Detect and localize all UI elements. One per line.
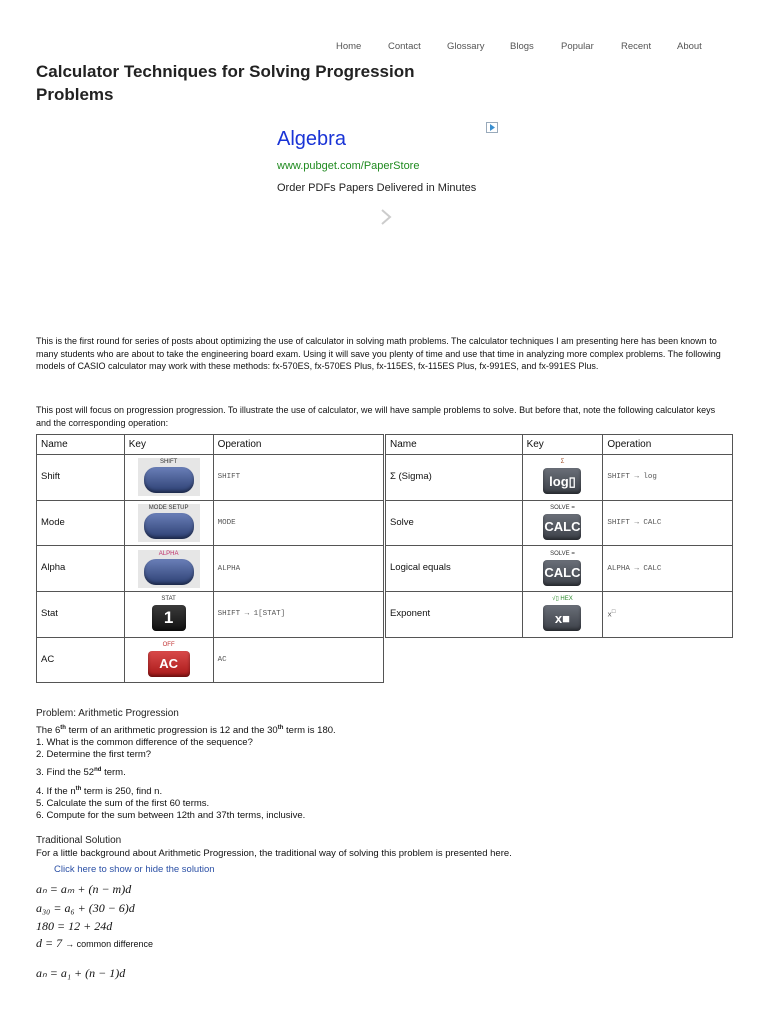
toggle-solution-link[interactable]: Click here to show or hide the solution — [54, 864, 215, 875]
col-key: Key — [124, 435, 213, 455]
table-header-row — [37, 435, 384, 455]
alpha-key-icon — [138, 550, 200, 588]
top-nav — [0, 41, 768, 55]
table-row — [37, 500, 384, 546]
calc-key-icon — [540, 550, 584, 588]
page-title: Calculator Techniques for Solving Progression Problems — [36, 62, 415, 104]
key-operation: ALPHA → CALC — [603, 546, 733, 592]
key-operation: MODE — [213, 500, 383, 546]
traditional-heading: Traditional Solution — [36, 835, 122, 846]
list-item: 2. Determine the first term? — [36, 749, 152, 761]
key-face: log▯ — [543, 468, 581, 494]
key-label: √▯ HEX — [552, 596, 573, 603]
ad-description: Order PDFs Papers Delivered in Minutes — [277, 182, 477, 194]
table-row — [386, 455, 733, 501]
key-name: Logical equals — [386, 546, 523, 592]
key-name: Stat — [37, 592, 125, 638]
mode-key-icon — [138, 504, 200, 542]
key-operation: ALPHA — [213, 546, 383, 592]
key-name: AC — [37, 637, 125, 683]
table-row — [386, 546, 733, 592]
key-label: ALPHA — [158, 550, 179, 557]
equation: aₙ = a₁ + (n − 1)d — [36, 966, 126, 980]
equation: aₙ = aₘ + (n − m)d — [36, 882, 132, 896]
ad-banner[interactable] — [277, 122, 507, 242]
list-item: 5. Calculate the sum of the first 60 terms. — [36, 797, 210, 809]
key-face: CALC — [543, 560, 581, 586]
col-name: Name — [386, 435, 523, 455]
problem-heading: Problem: Arithmetic Progression — [36, 708, 179, 719]
key-name: Σ (Sigma) — [386, 455, 523, 501]
ad-title[interactable]: Algebra — [277, 128, 346, 150]
ad-url[interactable]: www.pubget.com/PaperStore — [277, 160, 420, 172]
col-operation: Operation — [213, 435, 383, 455]
traditional-text: For a little background about Arithmetic Progression, the traditional way of solving this problem is presented here. — [36, 848, 512, 859]
equation-text: d = 7 — [36, 936, 63, 950]
list-item: 1. What is the common difference of the sequence? — [36, 737, 253, 749]
col-key: Key — [522, 435, 603, 455]
key-name: Alpha — [37, 546, 125, 592]
col-name: Name — [37, 435, 125, 455]
intro-paragraph: This is the first round for series of posts about optimizing the use of calculator in solving math problems. The calculator techniques I am presenting here has been known to many students who are about to take the engineering board exam. Using it will save you plenty of time and use that time in analyzing more complex problems. The following models of CASIO calculator may work with these methods: fx-570ES, fx-570ES Plus, fx-115ES, fx-115ES Plus, fx-991ES, and fx-991ES Plus. — [36, 336, 721, 371]
equation: a₃₀ = a₆ + (30 − 6)d — [36, 901, 135, 915]
nav-contact[interactable]: Contact — [388, 41, 421, 52]
nav-home[interactable]: Home — [336, 41, 362, 52]
table-row — [386, 500, 733, 546]
nav-recent[interactable]: Recent — [621, 41, 652, 52]
key-label: SHIFT — [159, 459, 178, 466]
key-label: SOLVE = — [550, 550, 575, 557]
problem-list — [36, 722, 536, 822]
key-label: MODE SETUP — [148, 505, 189, 512]
key-face: 1 — [152, 605, 186, 631]
equation-note: → common difference — [65, 939, 153, 949]
nav-about[interactable]: About — [677, 41, 702, 52]
table-row — [37, 546, 384, 592]
chevron-right-icon[interactable] — [379, 208, 393, 226]
keys-table-left — [36, 434, 384, 683]
stat-key-icon — [149, 595, 189, 633]
key-label: SOLVE = — [550, 505, 575, 512]
key-name: Mode — [37, 500, 125, 546]
key-operation — [603, 592, 733, 638]
keys-table-right — [385, 434, 733, 638]
calc-key-icon — [540, 504, 584, 542]
shift-key-icon — [138, 458, 200, 496]
col-operation: Operation — [603, 435, 733, 455]
key-label: OFF — [162, 642, 175, 649]
table-row — [386, 592, 733, 638]
key-name: Solve — [386, 500, 523, 546]
key-operation: SHIFT → log — [603, 455, 733, 501]
key-operation: AC — [213, 637, 383, 683]
adchoices-icon[interactable] — [486, 122, 498, 133]
table-row — [37, 592, 384, 638]
ac-key-icon — [145, 641, 193, 679]
key-operation: SHIFT — [213, 455, 383, 501]
list-item: 3. Find the 52nd term. — [36, 767, 126, 779]
key-name: Exponent — [386, 592, 523, 638]
list-item: The 6th term of an arithmetic progression is 12 and the 30th term is 180. — [36, 725, 336, 737]
table-header-row — [386, 435, 733, 455]
table-row — [37, 637, 384, 683]
exponent-key-icon — [540, 595, 584, 633]
list-item: 6. Compute for the sum between 12th and 37th terms, inclusive. — [36, 810, 306, 822]
key-label: STAT — [161, 596, 176, 603]
key-face: AC — [148, 651, 190, 677]
nav-popular[interactable]: Popular — [561, 41, 594, 52]
key-name: Shift — [37, 455, 125, 501]
equation — [36, 935, 153, 951]
list-item: 4. If the $n^{th}$ term is 250, find n. — [36, 785, 163, 797]
op-base: x — [607, 611, 612, 620]
focus-paragraph: This post will focus on progression progression. To illustrate the use of calculator, we will have sample problems to solve. But before that, note the following calculator keys and the corresponding operation: — [36, 405, 716, 428]
key-label: Σ — [560, 459, 565, 466]
nav-blogs[interactable]: Blogs — [510, 41, 534, 52]
op-sup: □ — [611, 608, 616, 616]
equation: 180 = 12 + 24d — [36, 919, 113, 933]
nav-glossary[interactable]: Glossary — [447, 41, 485, 52]
key-operation: SHIFT → CALC — [603, 500, 733, 546]
key-face: CALC — [543, 514, 581, 540]
key-face: x■ — [543, 605, 581, 631]
log-key-icon — [540, 458, 584, 496]
table-row — [37, 455, 384, 501]
key-operation: SHIFT → 1[STAT] — [213, 592, 383, 638]
